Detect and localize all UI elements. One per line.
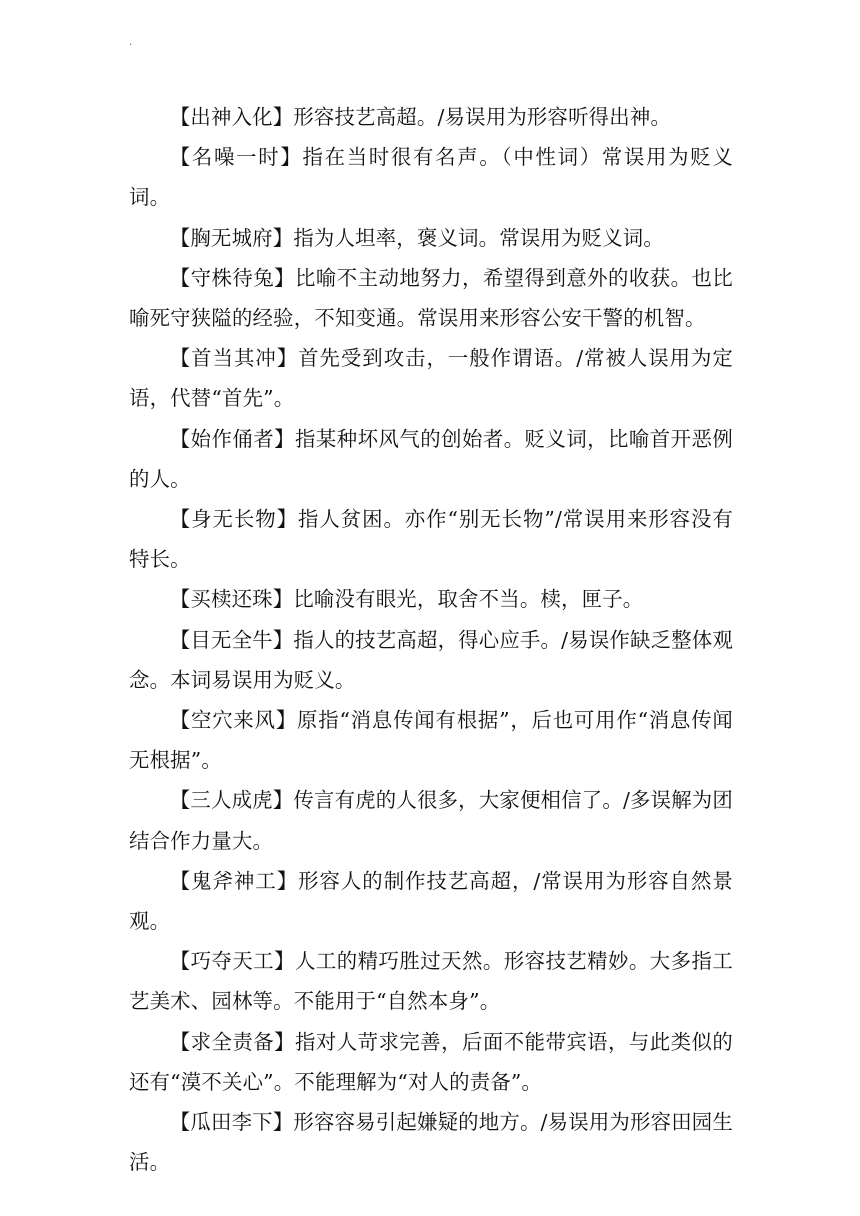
idiom-term: 【求全责备】 [169, 1029, 296, 1054]
idiom-term: 【空穴来风】 [169, 708, 298, 733]
idiom-list [129, 97, 733, 1182]
idiom-entry-chushenruhua [129, 97, 733, 137]
idiom-term: 【首当其冲】 [169, 346, 299, 371]
idiom-term: 【巧夺天工】 [169, 949, 296, 974]
idiom-term: 【瓜田李下】 [169, 1110, 294, 1135]
idiom-definition: 指为人坦率，褒义词。常误用为贬义词。 [293, 225, 664, 250]
idiom-entry-shizuoyongzhe [129, 419, 733, 499]
idiom-definition: 传言有虎的人很多，大家便相信了。/多误解为团结合作力量大。 [129, 788, 733, 853]
idiom-term: 【名噪一时】 [169, 145, 303, 170]
idiom-entry-muwuquanniu [129, 620, 733, 700]
idiom-term: 【身无长物】 [169, 507, 298, 532]
idiom-entry-qiaoduotiangong [129, 941, 733, 1021]
idiom-entry-qiuquanzebei [129, 1022, 733, 1102]
idiom-definition: 指在当时很有名声。（中性词）常误用为贬义词。 [129, 145, 733, 210]
idiom-term: 【买椟还珠】 [169, 587, 294, 612]
idiom-term: 【目无全牛】 [169, 627, 294, 652]
idiom-term: 【胸无城府】 [169, 225, 294, 250]
idiom-entry-xiongwuchengfu [129, 218, 733, 258]
idiom-definition: 比喻不主动地努力，希望得到意外的收获。也比喻死守狭隘的经验，不知变通。常误用来形容公安干警的机智。 [129, 265, 733, 331]
idiom-definition: 形容人的制作技艺高超，/常误用为形容自然景观。 [129, 868, 733, 934]
corner-mark: . [129, 37, 133, 48]
idiom-definition: 指人贫困。亦作“别无长物”/常误用来形容没有特长。 [129, 507, 733, 572]
idiom-definition: 首先受到攻击，一般作谓语。/常被人误用为定语，代替“首先”。 [129, 346, 733, 411]
idiom-definition: 原指“消息传闻有根据”，后也可用作“消息传闻无根据”。 [129, 708, 734, 773]
idiom-term: 【守株待兔】 [169, 265, 296, 290]
idiom-entry-shenwuchangwu [129, 499, 733, 579]
idiom-definition: 人工的精巧胜过天然。形容技艺精妙。大多指工艺美术、园林等。不能用于“自然本身”。 [129, 949, 733, 1014]
idiom-term: 【始作俑者】 [169, 426, 296, 451]
idiom-entry-maiduhuanzhu [129, 579, 733, 619]
idiom-entry-guifushengong [129, 861, 733, 941]
idiom-entry-shoudangqichong [129, 338, 733, 418]
idiom-entry-shouzhudaitu [129, 258, 733, 338]
idiom-definition: 形容技艺高超。/易误用为形容听得出神。 [293, 105, 672, 129]
idiom-entry-guatianlixia [129, 1102, 733, 1182]
idiom-entry-sanrenchenghu [129, 780, 733, 860]
idiom-entry-mingzaoyishi [129, 137, 733, 217]
idiom-entry-kongxuelaifeng [129, 700, 733, 780]
idiom-term: 【三人成虎】 [169, 788, 294, 813]
idiom-definition: 指人的技艺高超，得心应手。/易误作缺乏整体观念。本词易误用为贬义。 [129, 627, 733, 692]
idiom-term: 【出神入化】 [169, 105, 294, 129]
idiom-term: 【鬼斧神工】 [169, 868, 299, 893]
idiom-definition: 指某种坏风气的创始者。贬义词，比喻首开恶例的人。 [129, 426, 733, 491]
idiom-definition: 形容容易引起嫌疑的地方。/易误用为形容田园生活。 [129, 1110, 733, 1175]
idiom-definition: 比喻没有眼光，取舍不当。椟，匣子。 [293, 587, 644, 612]
idiom-definition: 指对人苛求完善，后面不能带宾语，与此类似的还有“漠不关心”。不能理解为“对人的责备”。 [129, 1029, 733, 1094]
